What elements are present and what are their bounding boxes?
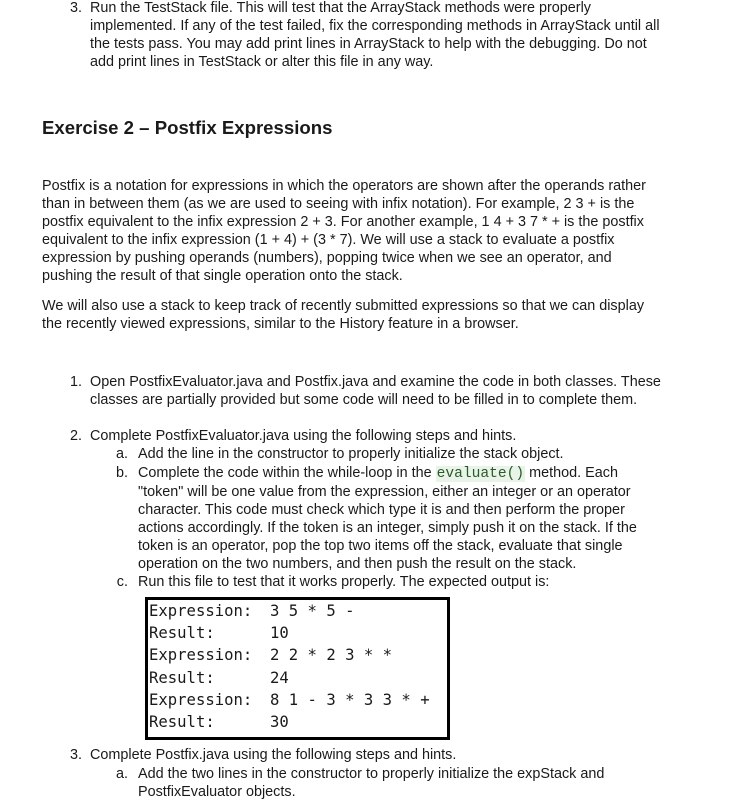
evaluate-method-code: evaluate() [436,466,525,482]
step-number: 3. [69,747,82,763]
exercise-heading: Exercise 2 – Postfix Expressions [42,117,333,138]
output-row [149,644,447,666]
substep-letter: a. [115,766,128,782]
output-label: Expression: [149,646,253,665]
substep-text [138,464,654,573]
substep-letter: c. [116,574,128,590]
output-label: Result: [149,712,215,731]
output-label: Result: [149,624,215,643]
list-number: 3. [69,0,82,16]
substep-letter: b. [115,465,128,481]
output-value: 2 2 * 2 3 * * [270,646,393,665]
output-row [149,689,447,711]
step-text: Open PostfixEvaluator.java and Postfix.java and examine the code in both classes. These classes are partially provided but some code will need to be filled in to complete them. [90,374,661,408]
substep-text: Add the line in the constructor to properly initialize the stack object. [138,446,564,462]
substep-letter: a. [115,446,128,462]
output-label: Expression: [149,602,253,620]
output-row [149,600,447,622]
output-value: 24 [270,668,289,687]
step-number: 1. [69,374,82,390]
output-row [149,711,447,733]
output-value: 30 [270,712,289,731]
step-text: Complete PostfixEvaluator.java using the following steps and hints. [90,428,517,444]
step-text: Complete Postfix.java using the following steps and hints. [90,747,457,763]
substep-text-pre: Complete the code within the while-loop in the [138,465,436,481]
intro-paragraph: Postfix is a notation for expressions in which the operators are shown after the operands rather than in between them (as we are used to seeing with infix notation). For example, 2 3 + is the postfix equivalent to the infix expression 2 + 3. For another example, 1 4 + 3 7 * + is the postfix equivalent to the infix expression (1 + 4) + (3 * 7). We will use a stack to evaluate a postfix expression by pushing operands (numbers), popping twice when we see an operator, and pushing the result of that single operation onto the stack. [42,178,646,284]
output-label: Result: [149,668,215,687]
substep-text-post: method. Each "token" will be one value from the expression, either an integer or an operator character. This code must check which type it is and then perform the proper actions accordingly. If the token is an integer, simply push it on the stack. If the token is an operator, pop the top two items off the stack, evaluate that single operation on the two numbers, and then push the result on the stack. [138,465,637,572]
substep-text: Run this file to test that it works properly. The expected output is: [138,574,550,590]
output-value: 8 1 - 3 * 3 3 * + [270,690,430,709]
expected-output-box [145,597,450,740]
list-item-text: Run the TestStack file. This will test that the ArrayStack methods were properly implemented. If any of the test failed, fix the corresponding methods in ArrayStack until all the tests pass. You may add print lines in ArrayStack to help with the debugging. Do not add print lines in TestStack or alter this file in any way. [90,0,660,70]
output-value: 3 5 * 5 - [270,602,355,620]
substep-text: Add the two lines in the constructor to properly initialize the expStack and PostfixEvaluator objects. [138,766,605,800]
output-value: 10 [270,624,289,643]
output-row [149,622,447,644]
output-label: Expression: [149,690,253,709]
step-number: 2. [69,428,82,444]
history-paragraph: We will also use a stack to keep track of recently submitted expressions so that we can display the recently viewed expressions, similar to the History feature in a browser. [42,298,645,332]
output-row [149,667,447,689]
